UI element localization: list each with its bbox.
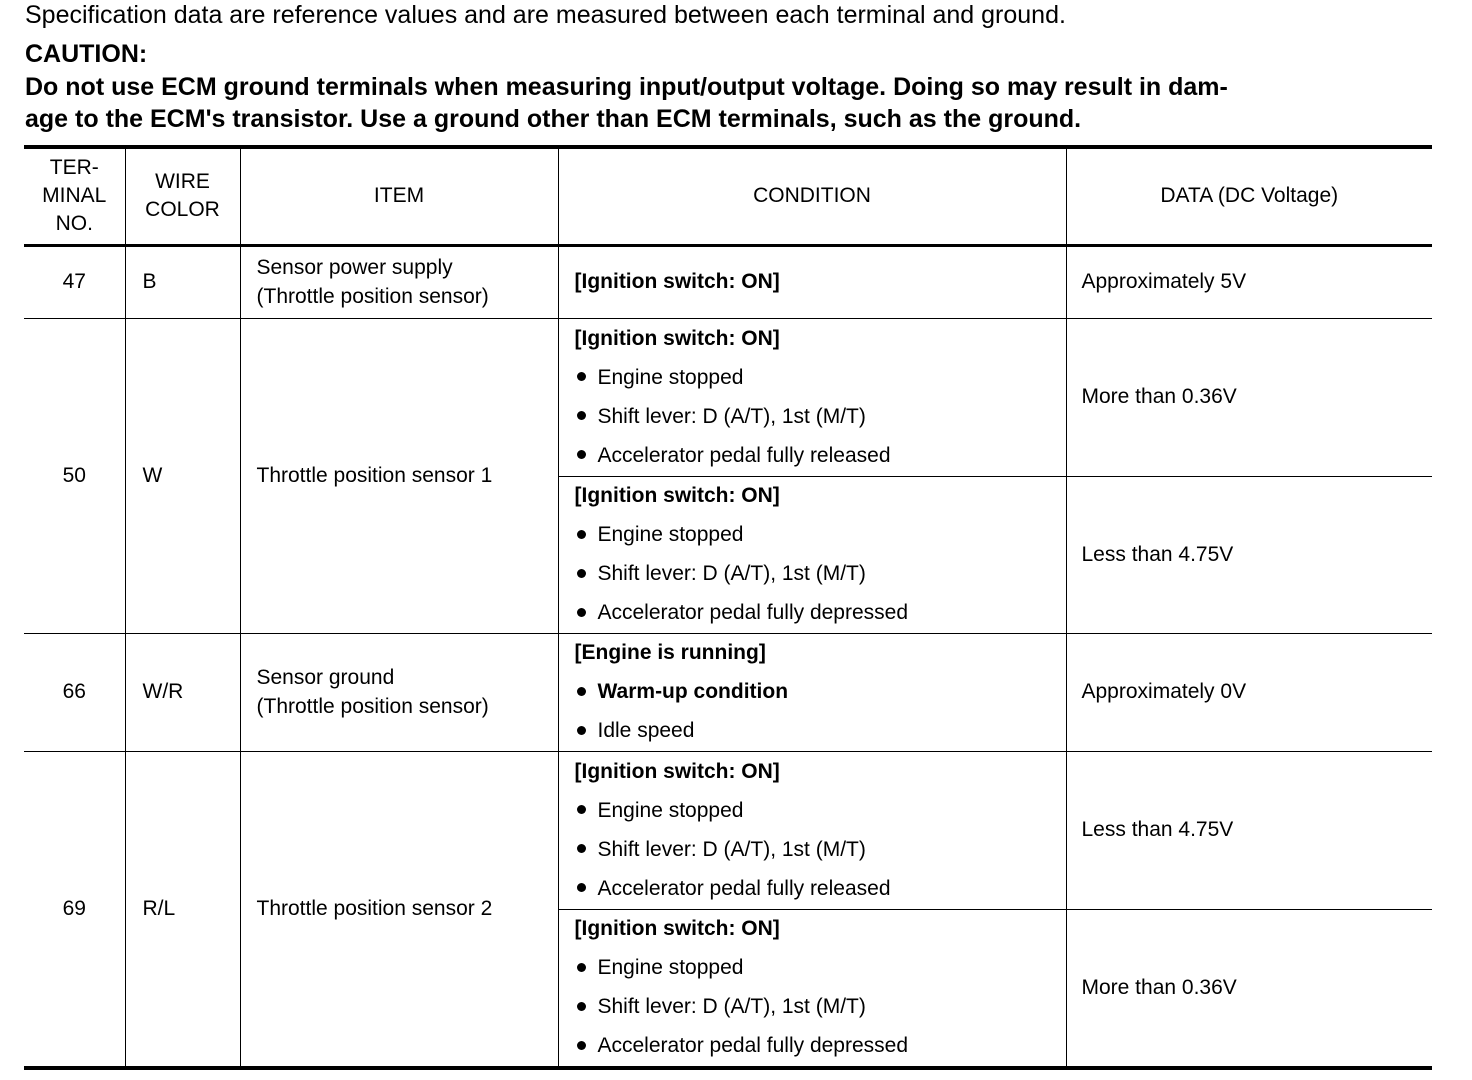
condition-cell <box>558 633 1066 751</box>
item-line: Sensor power supply <box>256 256 453 279</box>
condition-bullet <box>575 515 1066 554</box>
header-condition: CONDITION <box>558 147 1066 245</box>
bullet-dot-icon <box>577 844 586 853</box>
bullet-dot-icon <box>577 1041 586 1050</box>
bullet-dot-icon <box>577 726 586 735</box>
condition-bullet <box>575 397 1066 436</box>
condition-bullet <box>575 436 1066 475</box>
condition-title: [Engine is running] <box>574 641 766 664</box>
item-cell <box>240 633 558 751</box>
condition-bullet <box>575 869 1066 908</box>
table-row <box>24 751 1432 909</box>
header-item: ITEM <box>240 147 558 245</box>
condition-bullet <box>575 987 1066 1026</box>
header-wire-line: WIRE <box>155 170 210 194</box>
header-terminal-no <box>24 147 125 245</box>
bullet-text: Engine stopped <box>597 523 744 546</box>
caution-text <box>25 71 1445 135</box>
item-cell <box>240 318 558 633</box>
bullet-text: Accelerator pedal fully depressed <box>597 1034 909 1058</box>
data-cell: Less than 4.75V <box>1066 751 1432 909</box>
bullet-text: Engine stopped <box>597 956 744 980</box>
bullet-dot-icon <box>577 569 586 578</box>
condition-cell <box>558 909 1066 1068</box>
data-cell: More than 0.36V <box>1066 318 1432 476</box>
table-row <box>24 245 1432 318</box>
bullet-dot-icon <box>577 963 586 972</box>
condition-cell <box>558 476 1066 633</box>
condition-bullet <box>575 830 1066 869</box>
table-row <box>24 318 1432 476</box>
condition-cell <box>558 318 1066 476</box>
item-line: (Throttle position sensor) <box>256 285 489 308</box>
bullet-text: Shift lever: D (A/T), 1st (M/T) <box>597 995 866 1019</box>
caution-title: CAUTION: <box>25 40 148 68</box>
wire-color-cell: R/L <box>125 751 240 1068</box>
data-cell: Less than 4.75V <box>1066 476 1432 633</box>
bullet-dot-icon <box>577 687 586 696</box>
table-header-row <box>24 147 1432 245</box>
terminal-cell: 47 <box>62 270 86 293</box>
condition-title: [Ignition switch: ON] <box>574 917 780 941</box>
bullet-text: Engine stopped <box>597 365 744 389</box>
condition-bullet <box>575 1026 1066 1065</box>
condition-bullet <box>575 711 1066 750</box>
bullet-text: Shift lever: D (A/T), 1st (M/T) <box>597 404 866 428</box>
condition-bullet <box>575 948 1066 987</box>
bullet-dot-icon <box>577 411 586 420</box>
condition-bullet <box>575 593 1066 632</box>
bullet-text: Shift lever: D (A/T), 1st (M/T) <box>597 837 866 861</box>
condition-bullet <box>575 358 1066 397</box>
bullet-dot-icon <box>577 372 586 381</box>
item-line: (Throttle position sensor) <box>256 695 489 718</box>
bullet-dot-icon <box>577 608 586 617</box>
item-line: Throttle position sensor 2 <box>256 897 493 921</box>
header-terminal-line: TER- <box>49 156 99 180</box>
data-cell: Approximately 0V <box>1066 633 1432 751</box>
condition-cell <box>558 751 1066 909</box>
caution-line-1: Do not use ECM ground terminals when measuring input/output voltage. Doing so may result in dam- <box>25 73 1228 101</box>
intro-text: Specification data are reference values and are measured between each terminal and ground. <box>25 1 1066 29</box>
bullet-dot-icon <box>577 450 586 459</box>
header-wire-line: COLOR <box>145 198 220 222</box>
condition-bullet <box>575 672 1066 711</box>
terminal-cell: 50 <box>62 463 86 487</box>
condition-cell <box>558 245 1066 318</box>
wire-color-cell: B <box>125 245 240 318</box>
condition-title: [Ignition switch: ON] <box>574 270 780 293</box>
item-line: Throttle position sensor 1 <box>256 464 493 487</box>
bullet-text: Accelerator pedal fully released <box>597 443 891 467</box>
condition-title: [Ignition switch: ON] <box>574 484 780 507</box>
header-data: DATA (DC Voltage) <box>1066 147 1432 245</box>
item-line: Sensor ground <box>256 666 395 689</box>
bullet-dot-icon <box>577 805 586 814</box>
header-terminal-line: NO. <box>55 212 93 236</box>
wire-color-cell: W <box>125 318 240 633</box>
wire-color-cell: W/R <box>125 633 240 751</box>
caution-line-2: age to the ECM's transistor. Use a ground other than ECM terminals, such as the ground. <box>25 105 1082 133</box>
bullet-text: Warm-up condition <box>597 680 789 703</box>
table-row <box>24 633 1432 751</box>
terminal-cell: 69 <box>62 896 86 920</box>
bullet-text: Shift lever: D (A/T), 1st (M/T) <box>597 562 866 585</box>
bullet-dot-icon <box>577 883 586 892</box>
condition-title: [Ignition switch: ON] <box>574 326 780 350</box>
bullet-dot-icon <box>577 1002 586 1011</box>
bullet-dot-icon <box>577 530 586 539</box>
item-cell <box>240 751 558 1068</box>
data-cell: Approximately 5V <box>1066 245 1432 318</box>
condition-bullet <box>575 554 1066 593</box>
bullet-text: Idle speed <box>597 719 695 742</box>
item-cell <box>240 245 558 318</box>
terminal-spec-table <box>24 145 1432 1070</box>
bullet-text: Accelerator pedal fully released <box>597 876 891 900</box>
header-wire-color <box>125 147 240 245</box>
table-body <box>24 245 1432 1068</box>
bullet-text: Engine stopped <box>597 798 744 822</box>
header-terminal-line: MINAL <box>42 184 107 208</box>
data-cell: More than 0.36V <box>1066 909 1432 1068</box>
condition-title: [Ignition switch: ON] <box>574 759 780 783</box>
bullet-text: Accelerator pedal fully depressed <box>597 601 909 624</box>
condition-bullet <box>575 791 1066 830</box>
terminal-cell: 66 <box>62 680 86 703</box>
